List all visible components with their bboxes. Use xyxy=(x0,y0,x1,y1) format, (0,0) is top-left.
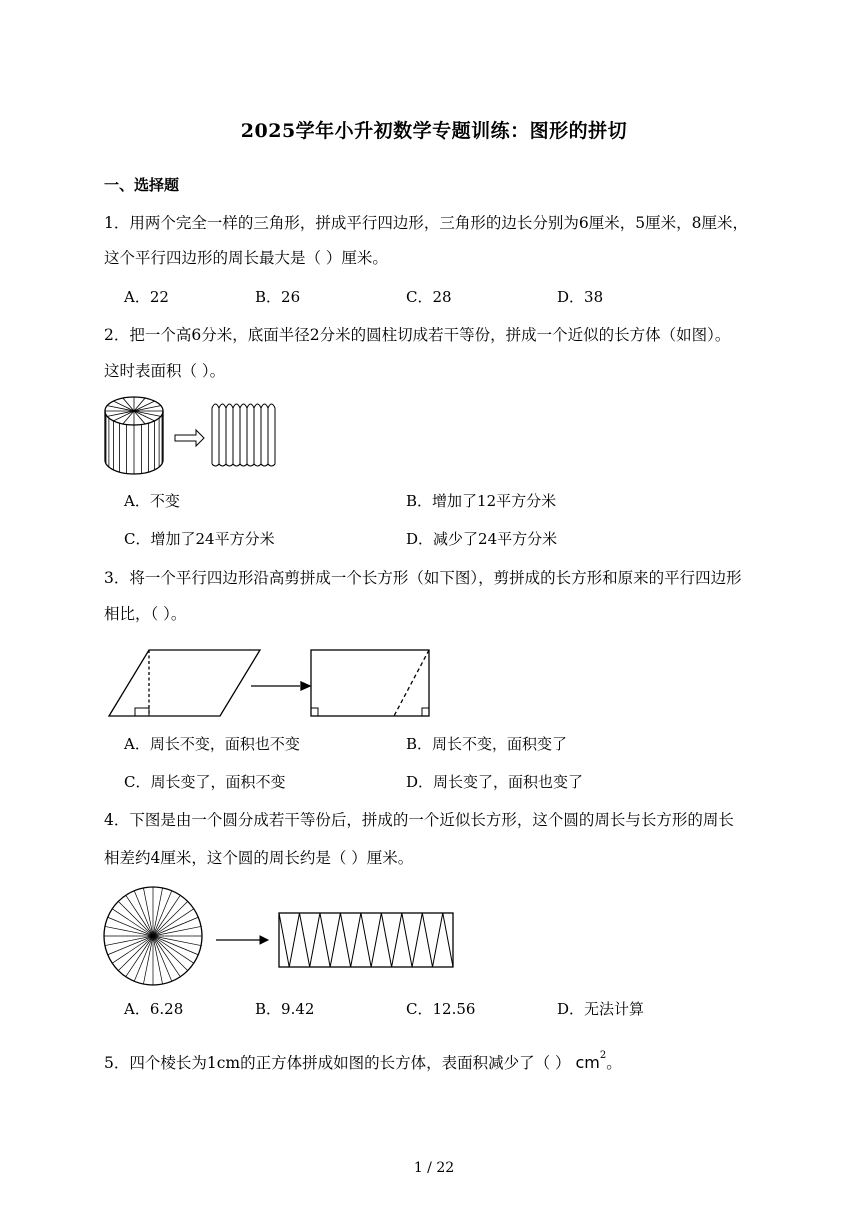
page-title: 2025学年小升初数学专题训练：图形的拼切 xyxy=(240,120,628,142)
question-4-line-1: 4．下图是由一个圆分成若干等份后，拼成的一个近似长方形，这个圆的周长与长方形的周长 xyxy=(104,811,734,829)
q1-option-b: B．26 xyxy=(255,288,301,306)
q3-option-b: B．周长不变，面积变了 xyxy=(406,735,568,753)
q1-option-a: A．22 xyxy=(124,288,169,306)
question-1-line-2: 这个平行四边形的周长最大是（ ）厘米。 xyxy=(104,249,388,267)
question-2-line-2: 这时表面积（ ）。 xyxy=(104,362,226,380)
question-5-end: 。 xyxy=(606,1054,622,1073)
q4-option-c: C．12.56 xyxy=(406,1000,476,1018)
q4-option-d: D．无法计算 xyxy=(557,1000,645,1018)
unit-cm: cm xyxy=(575,1053,600,1073)
circle-to-rectangle-figure xyxy=(100,884,460,988)
cylinder-to-cuboid-figure xyxy=(100,394,300,478)
q3-option-d: D．周长变了，面积也变了 xyxy=(406,773,584,791)
question-4-line-2: 相差约4厘米，这个圆的周长约是（ ）厘米。 xyxy=(104,849,414,867)
question-2-line-1: 2．把一个高6分米，底面半径2分米的圆柱切成若干等份，拼成一个近似的长方体（如图）。 xyxy=(104,326,731,344)
q1-option-c: C．28 xyxy=(406,288,452,306)
q2-option-d: D．减少了24平方分米 xyxy=(406,530,558,548)
parallelogram-to-rectangle-figure xyxy=(105,646,435,721)
q4-option-b: B．9.42 xyxy=(255,1000,315,1018)
q4-option-a: A．6.28 xyxy=(124,1000,184,1018)
question-3-line-1: 3．将一个平行四边形沿高剪拼成一个长方形（如下图），剪拼成的长方形和原来的平行四边形 xyxy=(104,569,742,587)
q3-option-a: A．周长不变，面积也不变 xyxy=(124,735,300,753)
question-1-line-1: 1．用两个完全一样的三角形，拼成平行四边形，三角形的边长分别为6厘米，5厘米，8厘米， xyxy=(104,214,748,232)
page-number: 1 / 22 xyxy=(413,1160,455,1176)
q2-option-c: C．增加了24平方分米 xyxy=(124,530,275,548)
q2-option-a: A．不变 xyxy=(124,492,180,510)
q2-option-b: B．增加了12平方分米 xyxy=(406,492,557,510)
q1-option-d: D．38 xyxy=(557,288,604,306)
q3-option-c: C．周长变了，面积不变 xyxy=(124,773,286,791)
question-3-line-2: 相比，（ ）。 xyxy=(104,605,187,623)
unit-exponent: 2 xyxy=(599,1050,607,1061)
question-5-line-1: 5．四个棱长为1cm的正方体拼成如图的长方体，表面积减少了（ ） $cm^2$。 xyxy=(104,1050,622,1073)
section-heading: 一、选择题 xyxy=(104,176,180,194)
